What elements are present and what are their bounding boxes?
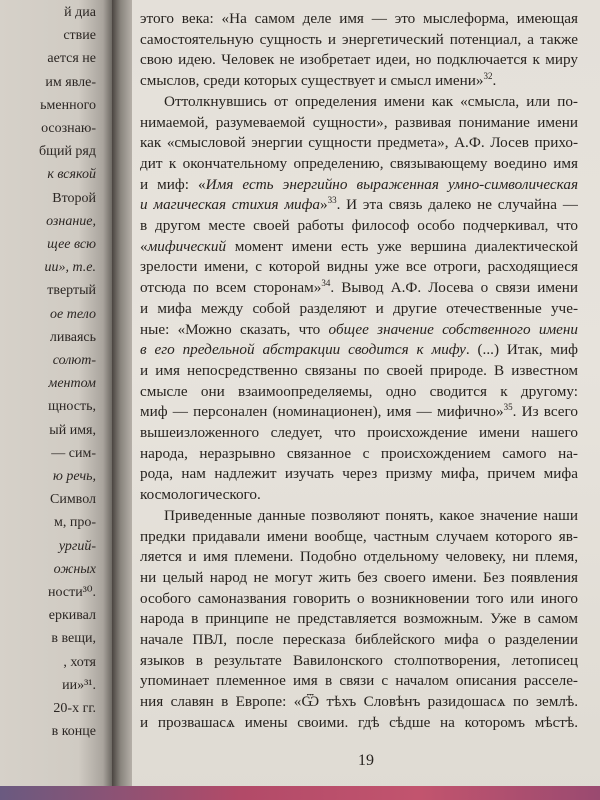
text-run: и миф: « — [140, 175, 206, 193]
text-run: » — [320, 196, 328, 214]
left-page-line: ю речь, — [53, 469, 96, 484]
left-page-line: — сим- — [51, 445, 96, 461]
text-run: Приведенные данные позволяют понять, какое значение наши — [164, 506, 578, 524]
left-page-line: ии»³¹. — [62, 677, 96, 693]
text-line — [140, 8, 578, 30]
left-page-line: ознание, — [46, 213, 96, 229]
left-page-line: ое тело — [50, 306, 96, 322]
right-page — [132, 0, 600, 800]
left-page-line: ности³⁰. — [48, 585, 96, 600]
text-line — [140, 401, 578, 423]
text-line — [140, 194, 578, 216]
text-run: ляется и имя племени. Подобно отдельному человеку, ни племя, — [140, 548, 578, 566]
text-line — [140, 112, 578, 134]
text-run: Оттолкнувшись от определения имени как «смысла, или по- — [164, 92, 578, 110]
text-line — [140, 670, 578, 692]
text-line — [140, 650, 578, 672]
text-line — [140, 712, 578, 734]
text-run: . И эта связь далеко не случайна — — [336, 196, 578, 214]
left-page-line: в вещи, — [51, 631, 96, 647]
text-run: особого самоназвания говорить о возникновении того или иного — [140, 589, 578, 607]
text-line — [164, 505, 578, 527]
text-run: миф — персонален (номинационен), имя — мифично» — [140, 403, 504, 421]
text-line — [140, 422, 578, 444]
text-run: предки придавали имени вообще, частным случаем которого яв- — [140, 527, 578, 545]
text-run: . — [492, 72, 497, 90]
footnote-ref: 35 — [503, 402, 513, 413]
left-page-line: ургий- — [58, 538, 96, 554]
text-line — [140, 319, 578, 341]
left-page-line: осознаю- — [41, 121, 96, 136]
text-line — [140, 546, 578, 568]
page-number: 19 — [358, 752, 374, 769]
text-line — [140, 49, 578, 71]
text-line — [164, 91, 578, 113]
left-page-line: ожных — [53, 561, 96, 577]
left-page-line: , хотя — [63, 654, 96, 670]
left-page-line: ается не — [47, 51, 96, 67]
footnote-ref: 32 — [483, 71, 493, 82]
cover-edge — [0, 786, 600, 800]
text-line — [140, 132, 578, 154]
text-line — [140, 443, 578, 465]
text-run: ные: «Можно сказать, что — [140, 320, 329, 338]
text-line — [140, 588, 578, 610]
text-run: « — [140, 237, 148, 255]
left-page — [0, 0, 112, 800]
text-run: начале ПВЛ, после пересказа библейского мифа о разделении — [140, 631, 578, 648]
text-line — [140, 608, 578, 630]
text-line — [140, 567, 578, 589]
left-page-line: ии», т.е. — [44, 260, 96, 276]
text-run: и мифа между собой разделяют и другие отечественные уче- — [140, 299, 578, 317]
text-line — [140, 256, 578, 278]
footnote-ref: 33 — [327, 195, 337, 206]
text-run: мифический — [147, 237, 227, 255]
footnote-ref: 34 — [321, 278, 331, 289]
text-run: зрелости имени, с которой видны уже все отроги, расходящиеся — [140, 258, 578, 276]
left-page-line: Символ — [49, 492, 96, 508]
text-run: общее значение собственного имени — [328, 320, 578, 338]
left-page-line: щность, — [48, 399, 96, 415]
text-line — [140, 277, 578, 299]
left-page-line: еркивал — [48, 608, 96, 624]
text-line — [140, 463, 578, 485]
text-run: отсюда по всем сторонам» — [140, 279, 322, 297]
text-line — [140, 381, 578, 403]
left-page-line: бщий ряд — [39, 144, 96, 160]
left-page-line: солют- — [52, 353, 96, 368]
left-page-line: в конце — [51, 724, 96, 740]
text-line — [140, 70, 578, 92]
text-run: ни целый народ не могут жить без своего имени. Без появления — [140, 568, 578, 586]
left-page-line: м, про- — [53, 515, 96, 531]
text-run: смысле они взаимоопределяемы, одно сводится к другому: — [140, 382, 578, 400]
text-run: как «смысловой энергии сущности предмета», А.Ф. Лосев прихо- — [140, 134, 578, 152]
text-line — [140, 174, 578, 196]
text-run: самостоятельную сущность и энергетический потенциал, а также — [140, 30, 578, 48]
text-run: этого века: «На самом деле имя — это мыслеформа, имеющая — [140, 10, 578, 27]
left-page-line: им явле- — [45, 74, 96, 90]
left-page-line: ьменного — [40, 97, 96, 113]
left-page-line: твертый — [47, 283, 96, 299]
text-run: и магическая стихия мифа — [140, 196, 321, 214]
text-run: языков в результате Вавилонского столпотворения, летописец — [140, 651, 578, 669]
left-page-line: Второй — [52, 190, 96, 206]
left-page-line: ментом — [48, 376, 96, 392]
text-line — [140, 360, 578, 382]
left-page-line: ый имя, — [49, 422, 96, 438]
text-run: и имя непосредственно связаны по своей природе. В известном — [140, 361, 578, 379]
text-line — [140, 298, 578, 320]
left-page-line: й диа — [64, 5, 96, 20]
text-line — [140, 29, 578, 51]
text-run: дит к окончательному определению, связывающему воедино имя — [140, 154, 578, 172]
text-run: в другом месте своей работы философ особо подчеркивал, что — [140, 217, 578, 234]
text-run: . Из всего — [512, 403, 578, 421]
book-gutter — [112, 0, 134, 800]
text-line — [140, 691, 578, 713]
text-run: в его предельной абстракции сводится к мифу — [140, 341, 466, 359]
left-page-line: к всякой — [47, 167, 96, 183]
text-run: народа в принципе не представляется возможным. Уже в самом — [140, 610, 578, 628]
text-run: космологического. — [140, 486, 261, 504]
text-line — [140, 629, 578, 651]
text-run: вышеизложенного следует, что происхождение имени нашего — [140, 424, 578, 441]
left-page-line: ствие — [63, 28, 96, 44]
text-run: . (...) Итак, миф — [465, 341, 578, 359]
left-page-line: ливаясь — [49, 329, 96, 345]
text-line — [140, 236, 578, 258]
text-line — [140, 526, 578, 548]
text-line — [140, 153, 578, 175]
text-run: нимаемой, разумеваемой сущности», развивая понимание имени — [140, 113, 578, 131]
left-page-line: щее всю — [47, 237, 96, 252]
text-run: момент имени есть уже вершина диалектической — [226, 237, 578, 255]
text-run: народа, неразрывно связанное с происхождением самого на- — [140, 444, 578, 462]
text-run: и прозвашасѧ имены своими. гдѣ сѣдше на которомъ мѣстѣ. — [140, 713, 578, 731]
left-page-line: 20-х гг. — [53, 701, 96, 716]
text-run: рода, нам надлежит изучать через призму мифа, причем мифа — [140, 465, 578, 483]
text-line — [140, 215, 578, 237]
text-run: . Вывод А.Ф. Лосева о связи имени — [330, 279, 578, 297]
text-run: Имя есть энергийно выраженная умно-символическая — [205, 175, 578, 193]
text-run: свою идею. Человек не изобретает идеи, но подключается к миру — [140, 51, 578, 69]
text-run: упоминает племенное имя в связи с началом описания расселе- — [140, 672, 578, 690]
text-line — [140, 484, 578, 506]
text-run: смыслов, среди которых существует и смысл имени» — [140, 72, 484, 90]
text-line — [140, 339, 578, 361]
text-run: ния славян в Европе: «Ѿ тѣхъ Словѣнъ разидошасѧ по землѣ. — [140, 693, 578, 711]
